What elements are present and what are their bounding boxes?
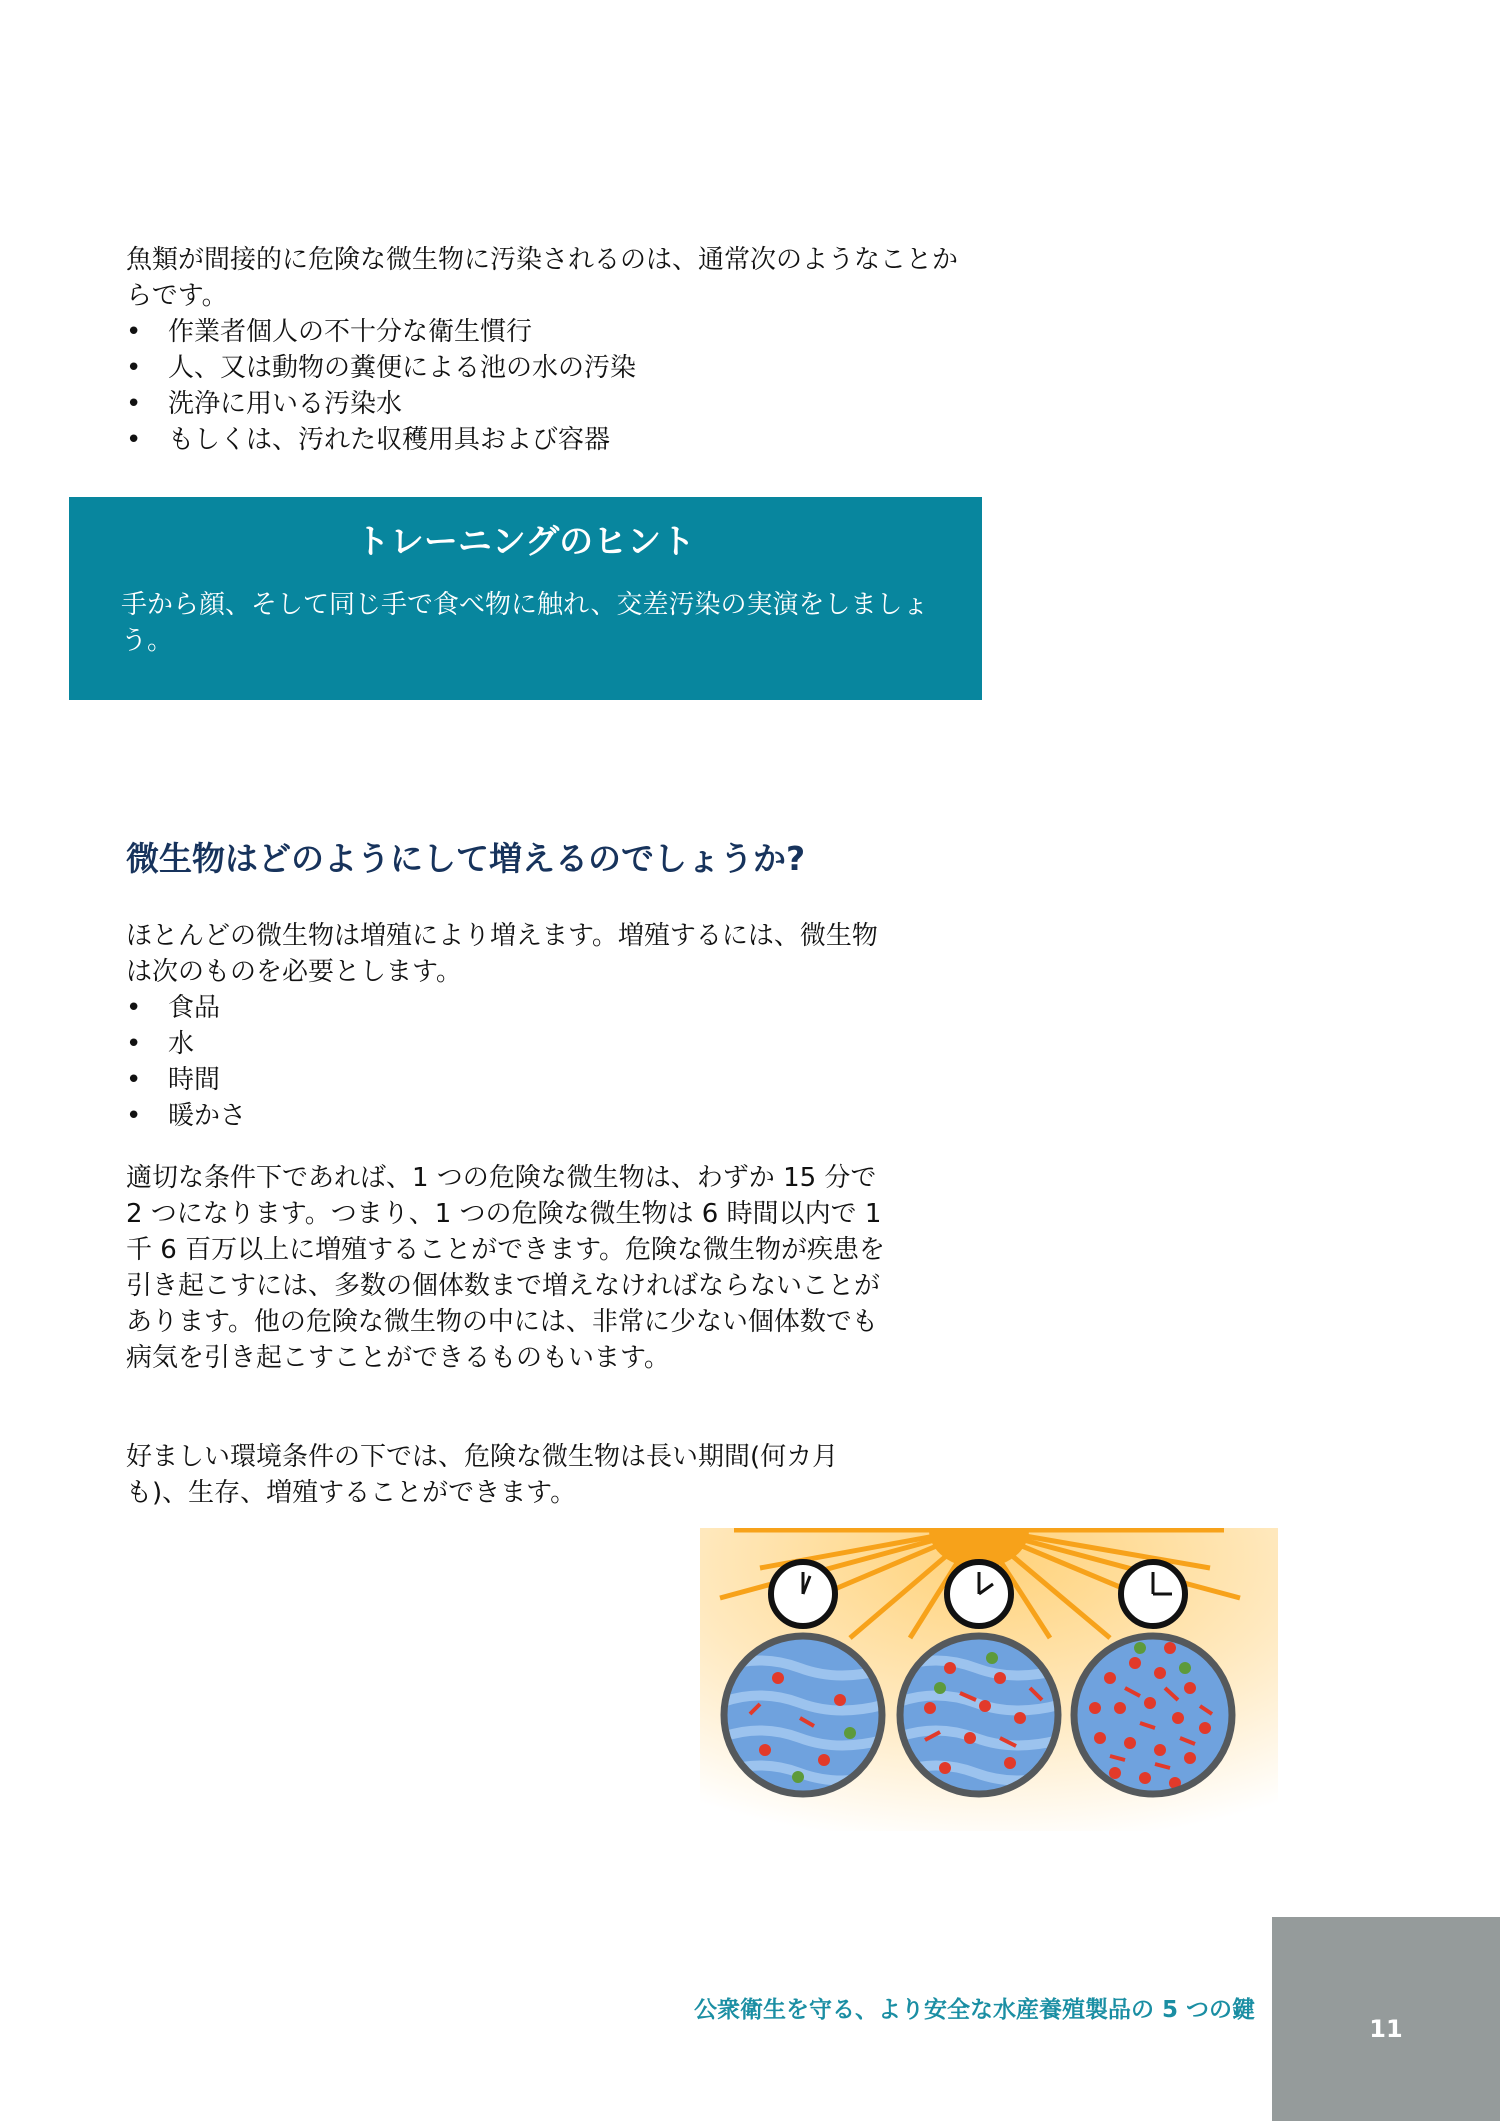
training-tip-text: 手から顔、そして同じ手で食べ物に触れ、交差汚染の実演をしましょう。 <box>121 590 929 656</box>
intro-text: 魚類が間接的に危険な微生物に汚染されるのは、通常次のようなことからです。 <box>126 245 959 311</box>
clock-icon <box>947 1562 1011 1626</box>
multiplication-paragraph: 適切な条件下であれば、1 つの危険な微生物は、わずか 15 分で 2 つになります。つまり、1 つの危険な微生物は 6 時間以内で 1 千 6 百万以上に増殖することができます。危険な微生物が疾患を引き起こすには、多数の個体数まで増えなければならないことがあります。他の危険な微生物の中には、非常に少ない個体数でも病気を引き起こすことができるものもいます。 <box>126 1163 885 1373</box>
page-number-box <box>1272 1917 1500 2121</box>
contamination-source-list <box>126 314 966 458</box>
training-tip-box <box>69 497 982 700</box>
section-heading: 微生物はどのようにして増えるのでしょうか? <box>126 839 806 878</box>
growth-intro-paragraph: ほとんどの微生物は増殖により増えます。増殖するには、微生物は次のものを必要とします。 <box>126 921 878 987</box>
page-number: 11 <box>1369 2015 1403 2043</box>
footer-title: 公衆衛生を守る、より安全な水産養殖製品の 5 つの鍵 <box>693 1997 1255 2023</box>
growth-needs-list <box>126 990 726 1134</box>
clock-icon <box>771 1562 835 1626</box>
list-item: • 暖かさ <box>126 1098 726 1134</box>
survival-paragraph: 好ましい環境条件の下では、危険な微生物は長い期間(何カ月も)、生存、増殖することができます。 <box>126 1442 839 1508</box>
microbe-growth-illustration <box>700 1528 1278 1831</box>
list-item: • 人、又は動物の糞便による池の水の汚染 <box>126 350 966 386</box>
training-tip-title: トレーニングのヒント <box>355 522 696 562</box>
list-item: • 洗浄に用いる汚染水 <box>126 386 966 422</box>
list-item: • もしくは、汚れた収穫用具および容器 <box>126 422 966 458</box>
list-item: • 水 <box>126 1026 726 1062</box>
list-item: • 時間 <box>126 1062 726 1098</box>
list-item: • 作業者個人の不十分な衛生慣行 <box>126 314 966 350</box>
clock-icon <box>1121 1562 1185 1626</box>
list-item: • 食品 <box>126 990 726 1026</box>
